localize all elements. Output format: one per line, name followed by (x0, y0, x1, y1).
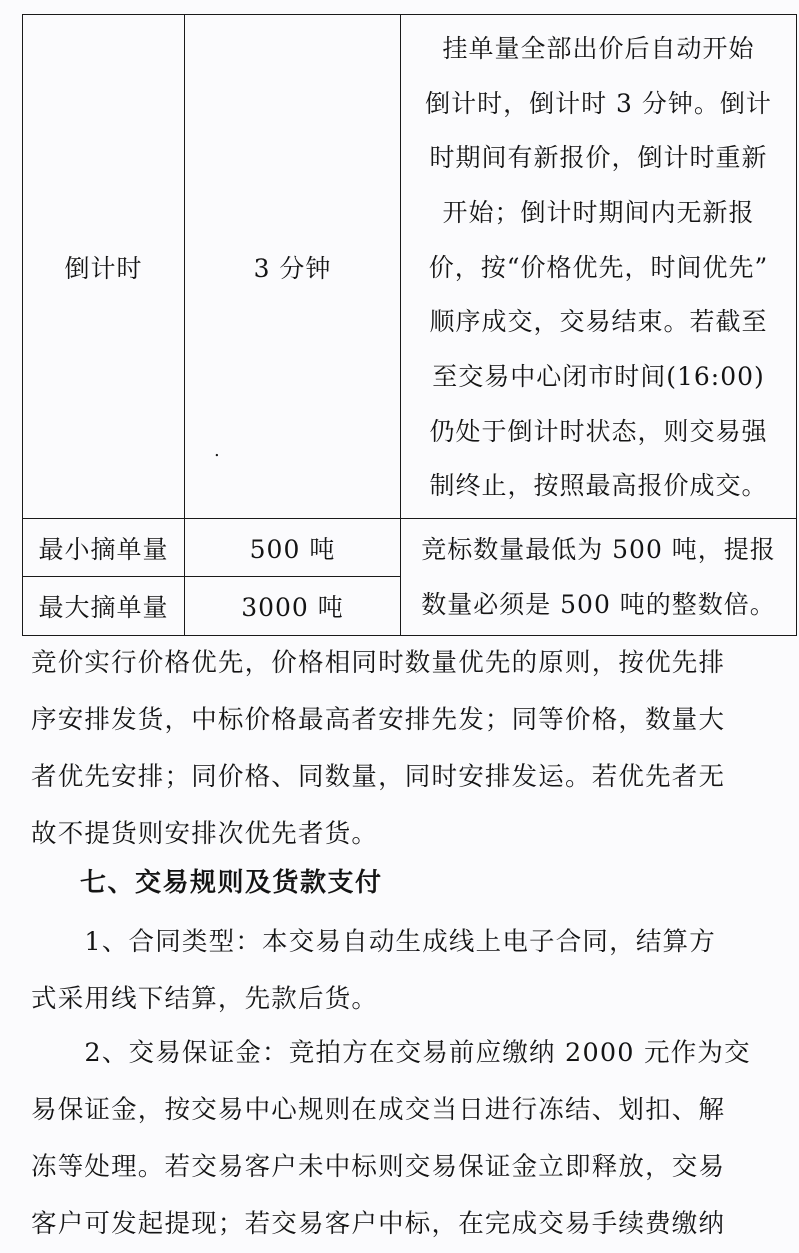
description-line: 制终止，按照最高报价成交。 (429, 471, 768, 501)
item-1-paragraph (31, 914, 771, 1028)
description-line: 价，按“价格优先，时间优先” (428, 252, 769, 282)
trading-rules-table (22, 14, 797, 636)
intro-paragraph (31, 635, 771, 863)
paragraph-line: 故不提货则安排次优先者货。 (31, 819, 379, 849)
paragraph-line: 序安排发货，中标价格最高者安排先发；同等价格，数量大 (31, 705, 726, 735)
table-row (23, 15, 797, 519)
row-label-min-order: 最小摘单量 (23, 519, 185, 577)
paragraph-line: 冻等处理。若交易客户未中标则交易保证金立即释放，交易 (31, 1152, 726, 1182)
description-line: 顺序成交，交易结束。若截至 (429, 307, 768, 337)
description-line: 时期间有新报价，倒计时重新 (429, 143, 768, 173)
description-line: 仍处于倒计时状态，则交易强 (429, 416, 768, 446)
paragraph-line: 式采用线下结算，先款后货。 (31, 984, 379, 1014)
stray-mark: . (214, 440, 220, 461)
table-row (23, 519, 797, 577)
paragraph-line: 者优先安排；同价格、同数量，同时安排发运。若优先者无 (31, 762, 726, 792)
paragraph-line: 客户可发起提现；若交易客户中标，在完成交易手续费缴纳 (31, 1209, 726, 1239)
row-label-max-order: 最大摘单量 (23, 577, 185, 636)
section-heading: 七、交易规则及货款支付 (80, 868, 383, 898)
paragraph-line: 竞价实行价格优先，价格相同时数量优先的原则，按优先排 (31, 648, 726, 678)
item-2-paragraph (31, 1025, 771, 1253)
paragraph-line: 2、交易保证金：竞拍方在交易前应缴纳 2000 元作为交 (31, 1038, 751, 1068)
description-line: 至交易中心闭市时间(16:00) (432, 362, 765, 392)
row-description-order-quantity (401, 519, 797, 636)
row-value-min-order: 500 吨 (185, 519, 401, 577)
row-value-max-order: 3000 吨 (185, 577, 401, 636)
paragraph-line: 易保证金，按交易中心规则在成交当日进行冻结、划扣、解 (31, 1095, 726, 1125)
description-line: 倒计时，倒计时 3 分钟。倒计 (425, 88, 772, 118)
row-label-countdown: 倒计时 (23, 15, 185, 519)
description-line: 挂单量全部出价后自动开始 (442, 33, 755, 63)
paragraph-line: 1、合同类型：本交易自动生成线上电子合同，结算方 (31, 927, 716, 957)
description-line: 开始；倒计时期间内无新报 (442, 197, 755, 227)
description-line: 数量必须是 500 吨的整数倍。 (421, 590, 776, 619)
row-description-countdown (401, 15, 797, 519)
row-value-countdown: 3 分钟 (185, 15, 401, 519)
description-line: 竞标数量最低为 500 吨，提报 (421, 535, 776, 564)
